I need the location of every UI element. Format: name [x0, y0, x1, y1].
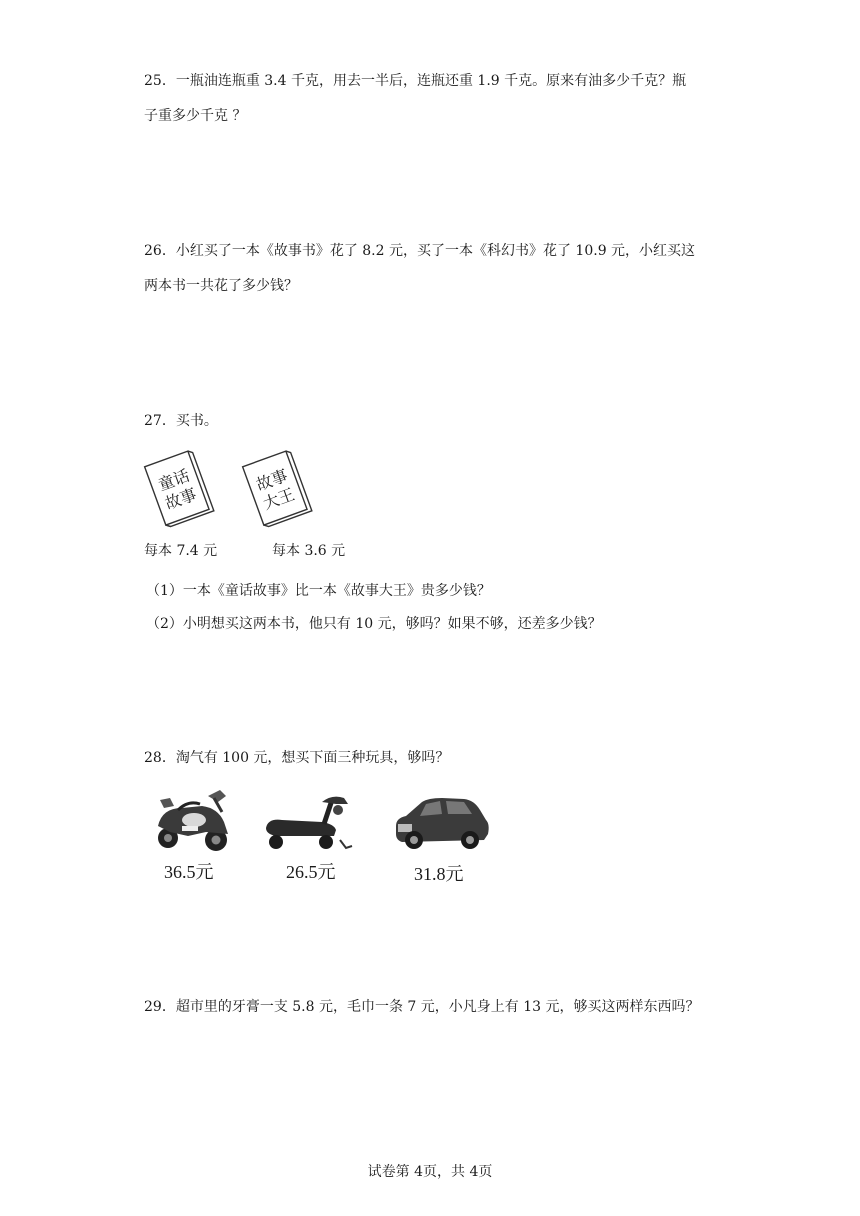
question-25-line1: 25．一瓶油连瓶重 3.4 千克，用去一半后，连瓶还重 1.9 千克。原来有油多少千克？瓶 — [144, 73, 687, 89]
page-footer: 试卷第 4页，共 4页 — [367, 1164, 493, 1180]
book2-title-line2: 大王 — [260, 484, 298, 514]
toy-motorcycle-icon — [148, 786, 240, 856]
question-28-stem-text: 28．淘气有 100 元，想买下面三种玩具，够吗？ — [144, 750, 450, 766]
question-29-stem-text: 29．超市里的牙膏一支 5.8 元，毛巾一条 7 元，小凡身上有 13 元，够买这两样东西吗？ — [144, 999, 700, 1015]
question-25 — [144, 64, 724, 134]
book2-title-line1: 故事 — [253, 465, 291, 495]
question-26-line2: 两本书一共花了多少钱？ — [144, 278, 298, 294]
question-26 — [144, 234, 724, 304]
question-27-stem-text: 27．买书。 — [144, 413, 218, 429]
book1-price: 每本 7.4 元 — [144, 543, 218, 559]
book2-price: 每本 3.6 元 — [272, 543, 346, 559]
question-27-stem — [144, 404, 724, 439]
book-story-king-icon — [238, 448, 318, 528]
question-26-line1: 26．小红买了一本《故事书》花了 8.2 元，买了一本《科幻书》花了 10.9 元，小红买这 — [144, 243, 696, 259]
question-27-sub2: （2）小明想买这两本书，他只有 10 元，够吗？如果不够，还差多少钱？ — [146, 616, 602, 632]
book-fairy-tales-icon — [140, 448, 220, 528]
toy1-price: 36.5元 — [164, 862, 214, 882]
toy3-price: 31.8元 — [414, 864, 464, 884]
book1-title-line1: 童话 — [155, 465, 193, 495]
question-25-line2: 子重多少千克 ？ — [144, 108, 247, 124]
question-27-sub1: （1）一本《童话故事》比一本《故事大王》贵多少钱？ — [146, 583, 491, 599]
question-28-stem — [144, 741, 724, 776]
toy-car-icon — [392, 790, 492, 854]
toy2-price: 26.5元 — [286, 862, 336, 882]
scooter-icon — [262, 790, 358, 854]
book1-title-line2: 故事 — [162, 484, 200, 514]
question-29-stem — [144, 990, 724, 1025]
